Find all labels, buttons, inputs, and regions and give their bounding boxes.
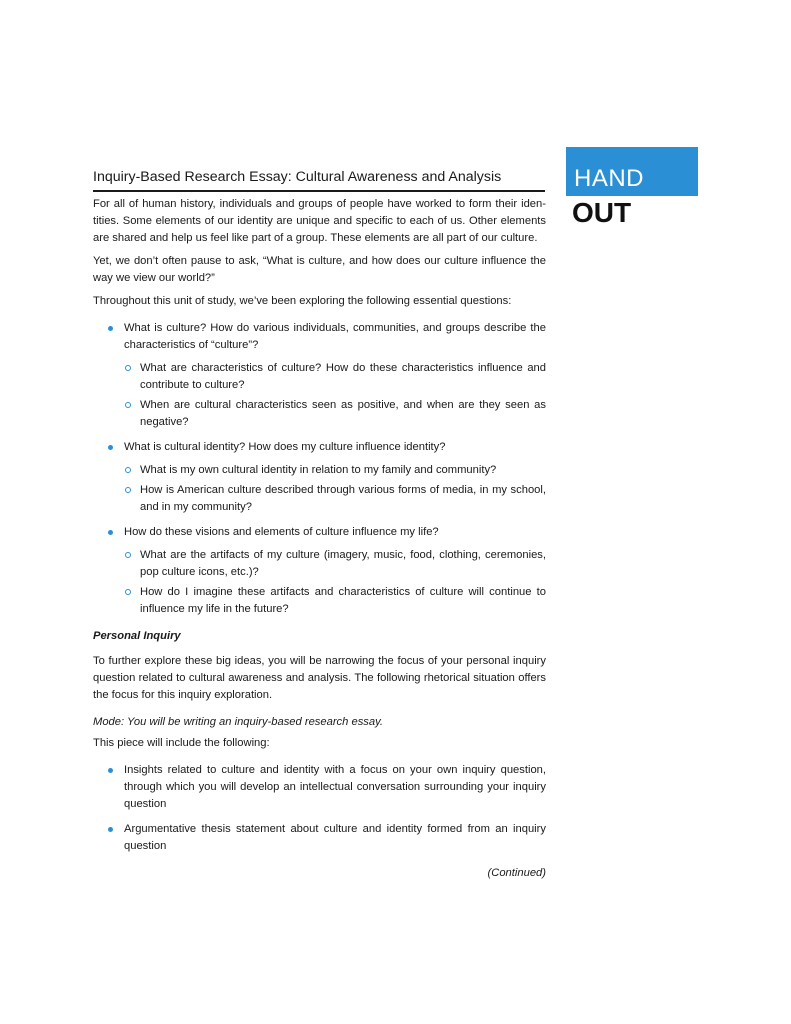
page-title: Inquiry-Based Research Essay: Cultural Awareness and Analysis bbox=[93, 168, 545, 192]
requirement-text: Insights related to culture and identity with a focus on your own inquiry question, through which you will develop an intellectual conversation surrounding your inquiry question bbox=[124, 764, 546, 810]
list-item bbox=[140, 547, 546, 581]
bullet-icon bbox=[108, 445, 113, 450]
handout-badge-hand: HAND bbox=[574, 165, 645, 192]
essential-questions-list bbox=[93, 320, 546, 618]
sub-question-text: How is American culture described through various forms of media, in my school, and in my community? bbox=[140, 484, 546, 513]
list-item bbox=[140, 584, 546, 618]
question-text: What is cultural identity? How does my culture influence identity? bbox=[124, 441, 446, 453]
list-item bbox=[124, 320, 546, 431]
intro-paragraph-3: Throughout this unit of study, we’ve been exploring the following essential questions: bbox=[93, 295, 512, 307]
intro-paragraph-1: For all of human history, individuals and groups of people have worked to form their identities. Some elements of our identity are unique and specific to each of us. Other elements are shared and help us feel like part of a group. These elements are all part of our culture. bbox=[93, 198, 546, 244]
circle-bullet-icon bbox=[125, 365, 131, 371]
bullet-icon bbox=[108, 326, 113, 331]
sub-question-text: What are characteristics of culture? How do these characteristics influence and contribute to culture? bbox=[140, 362, 546, 391]
sub-question-list bbox=[124, 462, 546, 516]
circle-bullet-icon bbox=[125, 487, 131, 493]
sub-question-text: What is my own cultural identity in relation to my family and community? bbox=[140, 464, 497, 476]
sub-question-list bbox=[124, 360, 546, 431]
question-text: What is culture? How do various individuals, communities, and groups describe the characteristics of “culture”? bbox=[124, 322, 546, 351]
list-item bbox=[140, 462, 546, 479]
list-item bbox=[140, 397, 546, 431]
circle-bullet-icon bbox=[125, 552, 131, 558]
sub-question-list bbox=[124, 547, 546, 618]
list-item bbox=[124, 762, 546, 813]
document-body bbox=[93, 196, 546, 888]
inclusion-intro: This piece will include the following: bbox=[93, 737, 270, 749]
list-item bbox=[140, 360, 546, 394]
bullet-icon bbox=[108, 530, 113, 535]
circle-bullet-icon bbox=[125, 589, 131, 595]
section-heading: Personal Inquiry bbox=[93, 630, 181, 642]
mode-statement: Mode: You will be writing an inquiry-based research essay. bbox=[93, 716, 383, 728]
circle-bullet-icon bbox=[125, 467, 131, 473]
sub-question-text: What are the artifacts of my culture (imagery, music, food, clothing, ceremonies, pop culture icons, etc.)? bbox=[140, 549, 546, 578]
requirements-list bbox=[93, 762, 546, 855]
list-item bbox=[124, 821, 546, 855]
bullet-icon bbox=[108, 827, 113, 832]
list-item bbox=[124, 524, 546, 618]
handout-badge-out: OUT bbox=[572, 197, 632, 228]
continued-label: (Continued) bbox=[487, 867, 546, 879]
list-item bbox=[140, 482, 546, 516]
inquiry-paragraph: To further explore these big ideas, you will be narrowing the focus of your personal inquiry question related to cultural awareness and analysis. The following rhetorical situation offers the focus for this inquiry exploration. bbox=[93, 655, 546, 701]
requirement-text: Argumentative thesis statement about culture and identity formed from an inquiry question bbox=[124, 823, 546, 852]
list-item bbox=[124, 439, 546, 516]
sub-question-text: How do I imagine these artifacts and characteristics of culture will continue to influence my life in the future? bbox=[140, 586, 546, 615]
bullet-icon bbox=[108, 768, 113, 773]
sub-question-text: When are cultural characteristics seen as positive, and when are they seen as negative? bbox=[140, 399, 546, 428]
intro-paragraph-2: Yet, we don’t often pause to ask, “What is culture, and how does our culture influence the way we view our world?” bbox=[93, 255, 546, 284]
question-text: How do these visions and elements of culture influence my life? bbox=[124, 526, 439, 538]
circle-bullet-icon bbox=[125, 402, 131, 408]
